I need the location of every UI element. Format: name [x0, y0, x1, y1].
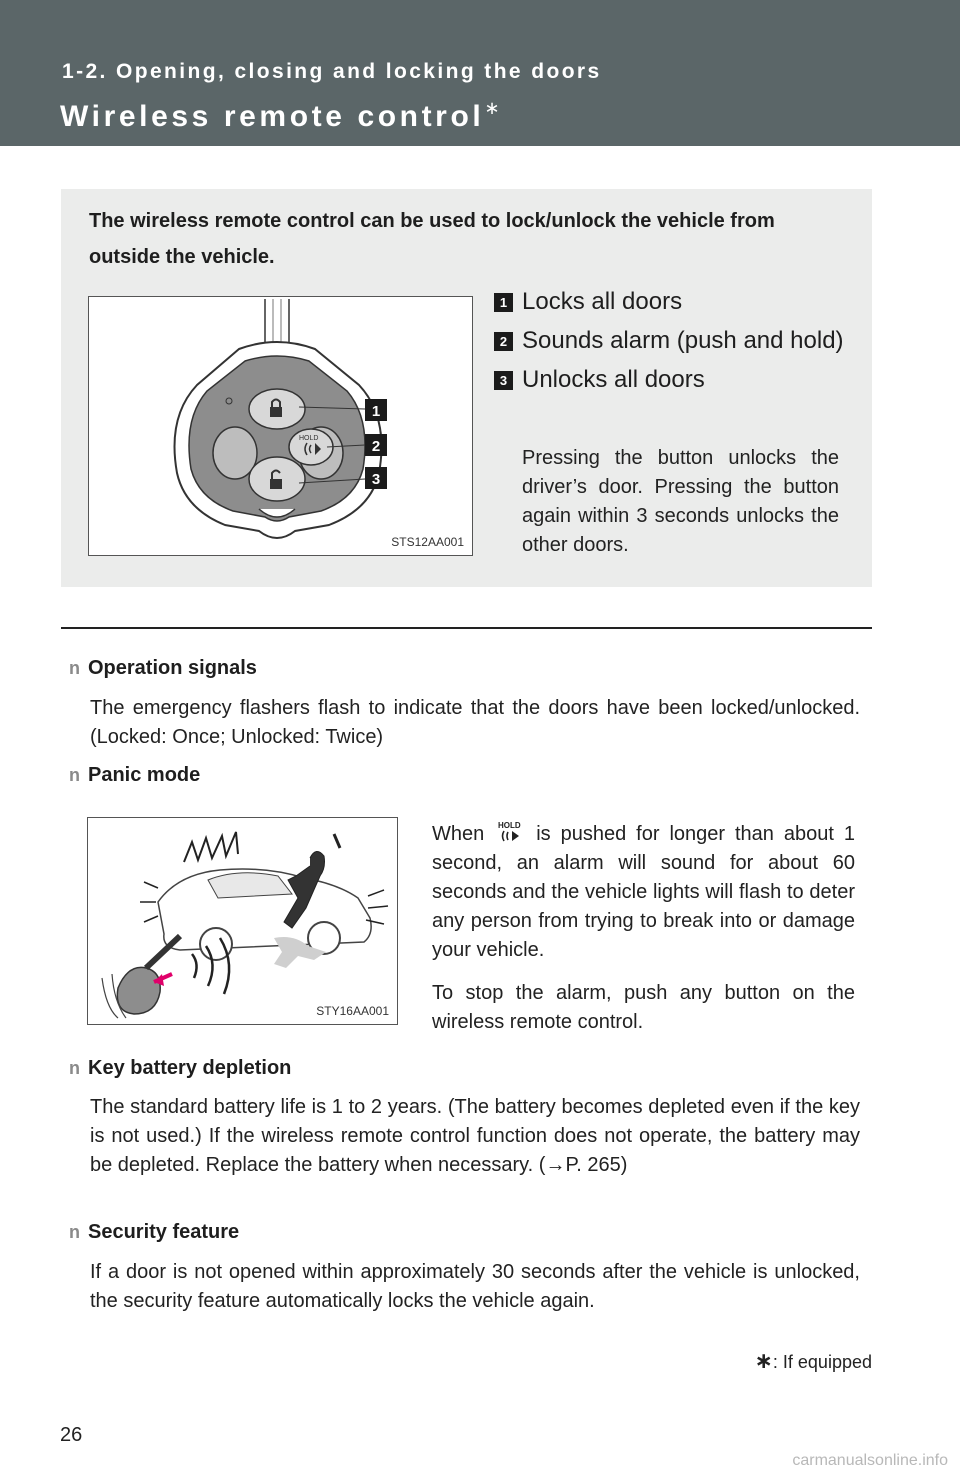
equipped-mark: ∗ — [484, 98, 500, 118]
section-label: 1-2. Opening, closing and locking the doors — [62, 60, 602, 83]
section-heading-security: n Security feature — [69, 1221, 240, 1243]
bullet-icon: n — [69, 765, 80, 785]
divider — [61, 627, 872, 629]
legend-item — [494, 363, 844, 397]
section-heading-panic: n Panic mode — [69, 764, 201, 786]
hold-text: HOLD — [299, 435, 319, 442]
legend-number: 2 — [494, 332, 513, 351]
panic-illustration — [88, 818, 397, 1024]
panic-text: When HOLD is pushed for longer than about 1 second, an alarm will sound for about 60 seconds and the vehicle lights will flash to deter any person from trying to break into or damage your vehicle. — [432, 821, 856, 961]
section-heading-operation: n Operation signals — [69, 657, 257, 679]
hold-button-icon — [494, 820, 526, 844]
battery-text: The standard battery life is 1 to 2 years. (The battery becomes depleted even if the key is not used.) If the wireless remote control function does not operate, the battery may be depleted. Replace the battery when necessary. (→P. 265) — [90, 1096, 860, 1176]
bullet-icon: n — [69, 1222, 80, 1242]
legend-number: 3 — [494, 371, 513, 390]
bullet-icon: n — [69, 1058, 80, 1078]
hold-icon-text: HOLD — [498, 821, 521, 830]
operation-text: The emergency flashers flash to indicate that the doors have been locked/unlocked. (Locked: Once; Unlocked: Twice) — [90, 697, 860, 748]
legend-label: Locks all doors — [522, 288, 683, 315]
page-number: 26 — [60, 1424, 83, 1446]
legend-item — [494, 285, 844, 319]
header-bar — [0, 0, 960, 146]
panic-stop-text: To stop the alarm, push any button on the wireless remote control. — [432, 982, 855, 1033]
bullet-icon: n — [69, 658, 80, 678]
callout-1: 1 — [371, 403, 381, 420]
page-title — [60, 98, 499, 134]
section-heading-battery: n Key battery depletion — [69, 1057, 292, 1079]
page-title-text: Wireless remote control — [60, 100, 485, 133]
callout-3: 3 — [371, 471, 381, 488]
watermark: carmanualsonline.info — [792, 1452, 948, 1469]
key-fob-illustration — [89, 297, 472, 555]
intro-panel — [61, 189, 872, 587]
security-text: If a door is not opened within approximately 30 seconds after the vehicle is unlocked, the security feature automatically locks the vehicle again. — [90, 1261, 860, 1312]
figure-code: STS12AA001 — [391, 535, 464, 549]
unlock-note: Pressing the button unlocks the driver’s door. Pressing the button again within 3 seconds unlocks the other doors. — [522, 447, 839, 556]
intro-text: The wireless remote control can be used to lock/unlock the vehicle from outside the vehicle. — [89, 210, 775, 268]
callout-2: 2 — [371, 438, 381, 455]
button-legend — [494, 285, 844, 402]
key-fob-figure — [88, 296, 473, 556]
footnote-mark: ∗ — [754, 1348, 773, 1373]
legend-label: Sounds alarm (push and hold) — [522, 327, 844, 354]
footnote — [754, 1348, 872, 1374]
legend-item — [494, 324, 844, 358]
legend-number: 1 — [494, 293, 513, 312]
figure-code: STY16AA001 — [316, 1004, 389, 1018]
footnote-text: : If equipped — [772, 1352, 872, 1372]
panic-mode-figure — [87, 817, 398, 1025]
legend-label: Unlocks all doors — [522, 366, 705, 393]
